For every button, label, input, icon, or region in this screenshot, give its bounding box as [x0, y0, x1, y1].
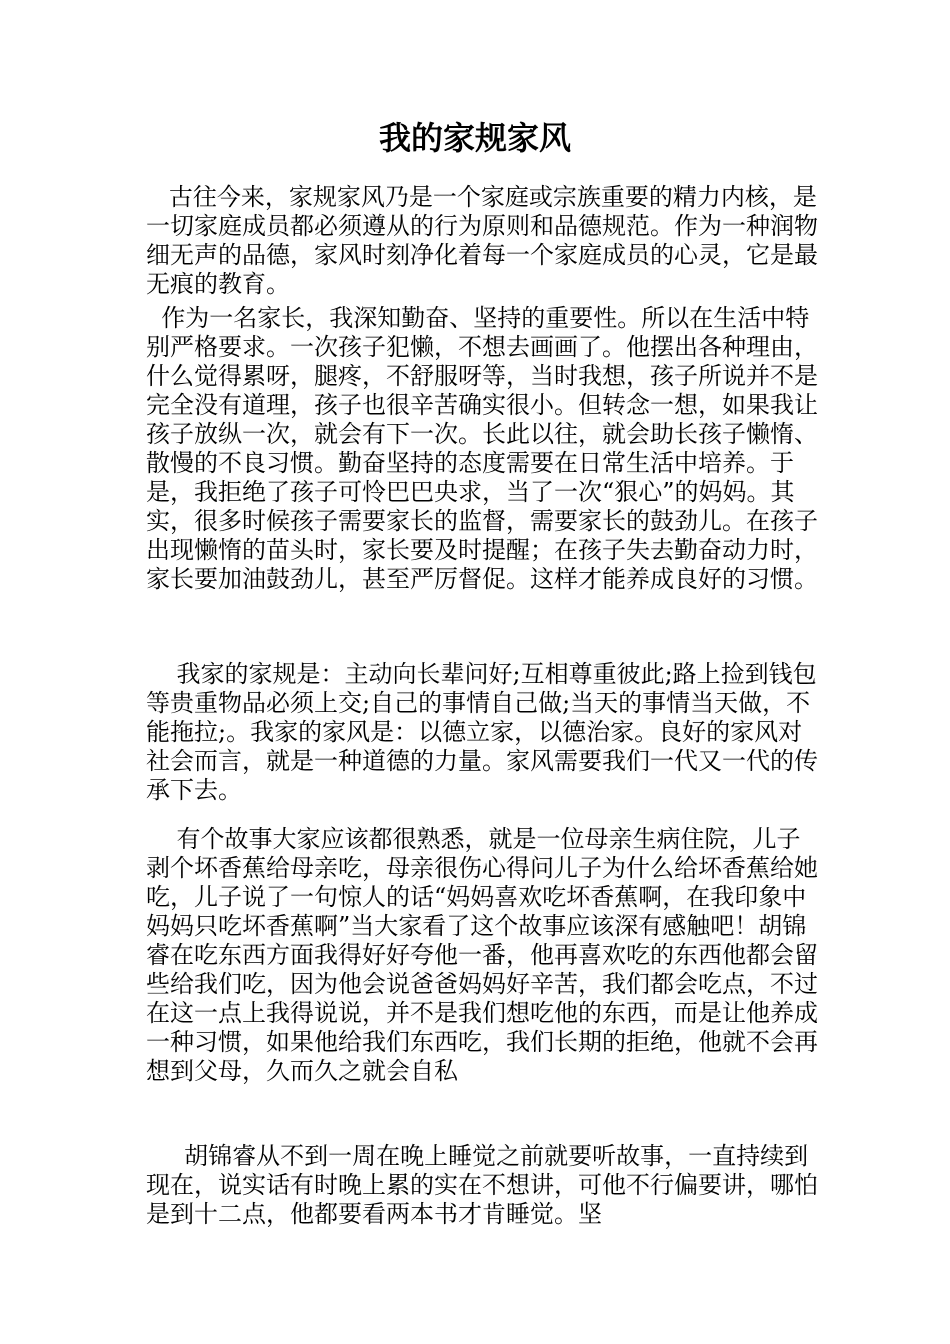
paragraph-intro: 古往今来，家规家风乃是一个家庭或宗族重要的精力内核，是一切家庭成员都必须遵从的行为原则和品德规范。作为一种润物细无声的品德，家风时刻净化着每一个家庭成员的心灵，它是最无痕的教育。 — [146, 183, 818, 298]
document-title: 我的家规家风 — [378, 119, 571, 157]
paragraph-family-rules: 我家的家规是：主动向长辈问好;互相尊重彼此;路上捡到钱包等贵重物品必须上交;自己的事情自己做;当天的事情当天做，不能拖拉;。我家的家风是：以德立家，以德治家。良好的家风对社会而言，就是一种道德的力量。家风需要我们一代又一代的传承下去。 — [146, 660, 818, 804]
paragraph-diligence: 作为一名家长，我深知勤奋、坚持的重要性。所以在生活中特别严格要求。一次孩子犯懒，不想去画画了。他摆出各种理由，什么觉得累呀，腿疼，不舒服呀等，当时我想，孩子所说并不是完全没有道理，孩子也很辛苦确实很小。但转念一想，如果我让孩子放纵一次，就会有下一次。长此以往，就会助长孩子懒惰、散慢的不良习惯。勤奋坚持的态度需要在日常生活中培养。于是，我拒绝了孩子可怜巴巴央求，当了一次“狠心”的妈妈。其实，很多时候孩子需要家长的监督，需要家长的鼓劲儿。在孩子出现懒惰的苗头时，家长要及时提醒；在孩子失去勤奋动力时，家长要加油鼓劲儿，甚至严厉督促。这样才能养成良好的习惯。 — [146, 304, 818, 593]
paragraph-banana-story: 有个故事大家应该都很熟悉，就是一位母亲生病住院，儿子剥个坏香蕉给母亲吃，母亲很伤心得问儿子为什么给坏香蕉给她吃，儿子说了一句惊人的话“妈妈喜欢吃坏香蕉啊，在我印象中妈妈只吃坏香蕉啊”当大家看了这个故事应该深有感触吧！胡锦睿在吃东西方面我得好好夸他一番，他再喜欢吃的东西他都会留些给我们吃，因为他会说爸爸妈妈好辛苦，我们都会吃点，不过在这一点上我得说说，并不是我们想吃他的东西，而是让他养成一种习惯，如果他给我们东西吃，我们长期的拒绝，他就不会再想到父母，久而久之就会自私 — [146, 825, 818, 1085]
paragraph-bedtime-stories: 胡锦睿从不到一周在晚上睡觉之前就要听故事，一直持续到现在，说实话有时晚上累的实在不想讲，可他不行偏要讲，哪怕是到十二点，他都要看两本书才肯睡觉。坚 — [146, 1142, 818, 1228]
